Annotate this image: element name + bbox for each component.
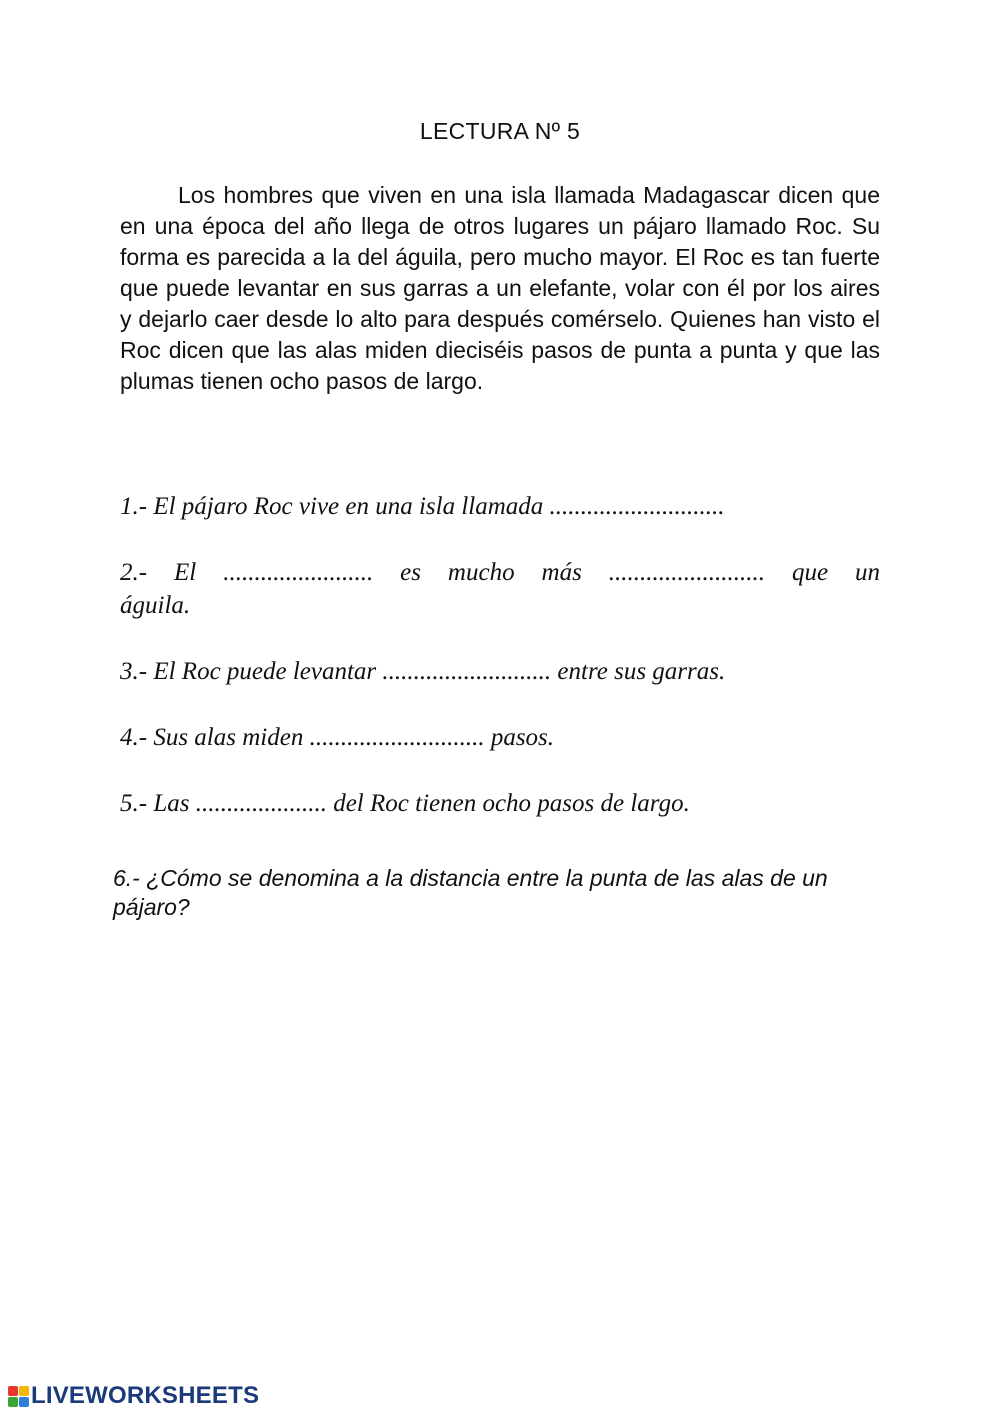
question-3: 3.- El Roc puede levantar ........................... entre sus garras.	[120, 658, 726, 685]
question-6: 6.- ¿Cómo se denomina a la distancia entre la punta de las alas de un pájaro?	[113, 865, 828, 920]
liveworksheets-logo-icon	[8, 1386, 29, 1407]
question-1: 1.- El pájaro Roc vive en una isla llamada ............................	[120, 493, 725, 520]
question-5: 5.- Las ..................... del Roc tienen ocho pasos de largo.	[120, 790, 690, 817]
logo-square-blue	[19, 1397, 29, 1407]
questions-list	[120, 490, 880, 853]
logo-square-green	[8, 1397, 18, 1407]
footer-logo	[8, 1381, 259, 1411]
logo-square-red	[8, 1386, 18, 1396]
logo-text: LIVEWORKSHEETS	[31, 1382, 260, 1409]
reading-passage: Los hombres que viven en una isla llamada Madagascar dicen que en una época del año llega de otros lugares un pájaro llamado Roc. Su forma es parecida a la del águila, pero mucho mayor. El Roc es tan fuerte que puede levantar en sus garras a un elefante, volar con él por los aires y dejarlo caer desde lo alto para después comérselo. Quienes han visto el Roc dicen que las alas miden dieciséis pasos de punta a punta y que las plumas tienen ocho pasos de largo.	[120, 182, 880, 394]
worksheet-title: LECTURA Nº 5	[419, 118, 581, 144]
question-2: 2.- El ........................ es mucho más ......................... que un águila.	[120, 559, 880, 619]
logo-square-yellow	[19, 1386, 29, 1396]
question-4: 4.- Sus alas miden ............................ pasos.	[120, 724, 555, 751]
